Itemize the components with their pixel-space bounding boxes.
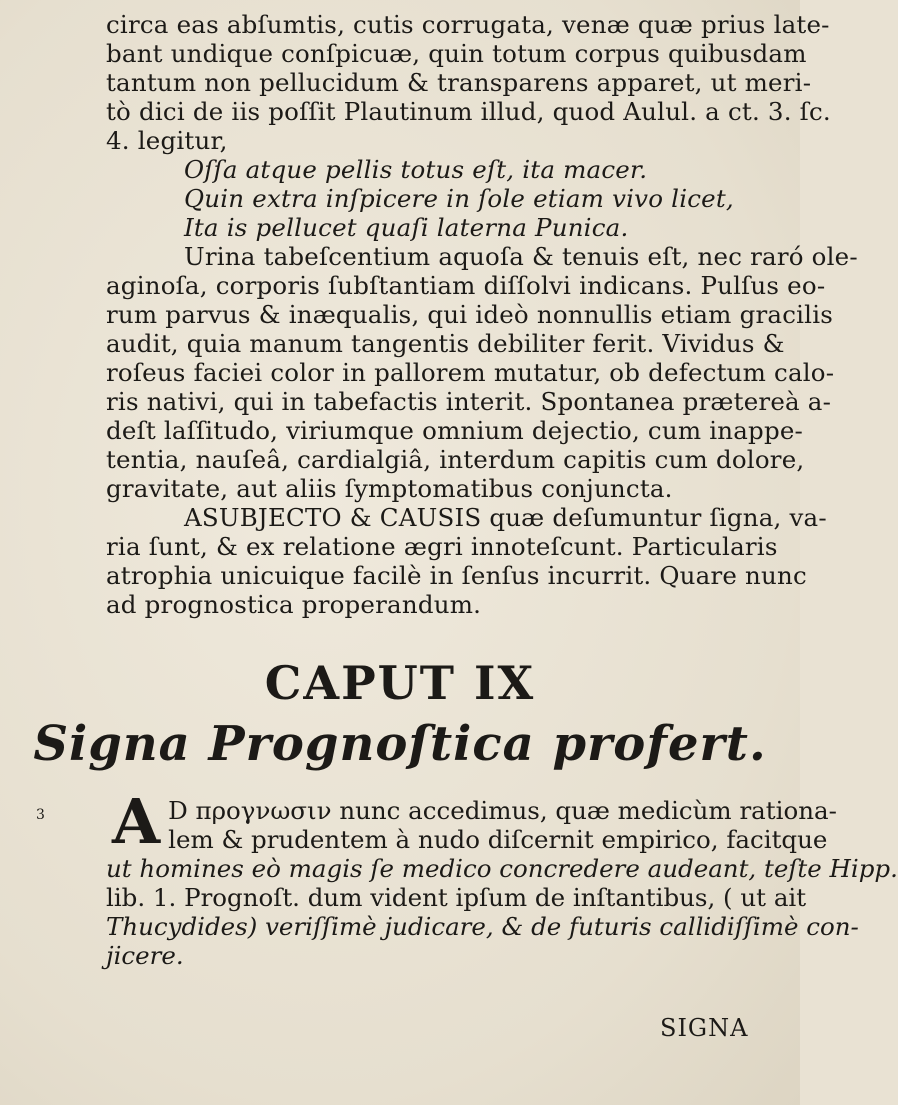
text-line: atrophia unicuique facilè in ſenſus incurrit. Quare nunc xyxy=(106,561,807,590)
text-line: tentia, nauſeâ, cardialgiâ, interdum capitis cum dolore, xyxy=(106,445,805,474)
text-line: roſeus faciei color in pallorem mutatur, ob defectum calo- xyxy=(106,358,835,387)
text-line: aginoſa, corporis ſubſtantiam diſſolvi indicans. Pulſus eo- xyxy=(106,271,826,300)
chapter-paragraph xyxy=(106,785,898,970)
text-line: ut homines eò magis ſe medico concredere audeant, teſte Hipp. xyxy=(106,854,898,883)
text-line: tò dici de iis poſſit Plautinum illud, quod Aulul. a ct. 3. ſc. xyxy=(106,97,831,126)
text-line: tantum non pellucidum & transparens apparet, ut meri- xyxy=(106,68,812,97)
verse-line: Quin extra inſpicere in ſole etiam vivo licet, xyxy=(184,184,734,213)
text-line: ris nativi, qui in tabefactis interit. Spontanea prætereà a- xyxy=(106,387,832,416)
verse-line: Ita is pellucet quaſi laterna Punica. xyxy=(184,213,629,242)
text-line: Urina tabeſcentium aquoſa & tenuis eſt, nec raró ole- xyxy=(184,242,858,271)
text-line: ASUBJECTO & CAUSIS quæ deſumuntur ſigna, va- xyxy=(184,503,827,532)
text-line: audit, quia manum tangentis debiliter ferit. Vividus & xyxy=(106,329,785,358)
text-line: 4. legitur, xyxy=(106,126,228,155)
text-line: gravitate, aut aliis ſymptomatibus conjuncta. xyxy=(106,474,673,503)
text-line: ria ſunt, & ex relatione ægri innoteſcunt. Particularis xyxy=(106,532,778,561)
text-line: D προγνωσιν nunc accedimus, quæ medicùm rationa- xyxy=(168,796,837,825)
text-line: ad prognostica properandum. xyxy=(106,590,482,619)
text-line: circa eas abſumtis, cutis corrugata, venæ quæ prius late- xyxy=(106,10,830,39)
text-line: Thucydides) veriſſimè judicare, & de futuris callidiſſimè con- xyxy=(106,912,859,941)
margin-mark: 3 xyxy=(36,807,45,823)
verse-line: Oſſa atque pellis totus eſt, ita macer. xyxy=(184,155,648,184)
text-line: deſt laſſitudo, viriumque omnium dejectio, cum inappe- xyxy=(106,416,804,445)
text-line: rum parvus & inæqualis, qui ideò nonnullis etiam gracilis xyxy=(106,300,834,329)
catchword: SIGNA xyxy=(660,1014,749,1042)
text-line: bant undique conſpicuæ, quin totum corpus quibusdam xyxy=(106,39,807,68)
text-line: jicere. xyxy=(106,941,184,970)
chapter-heading: CAPUT IX xyxy=(264,656,536,710)
chapter-subheading: Signa Prognoſtica profert. xyxy=(33,716,767,772)
text-line: lem & prudentem à nudo diſcernit empirico, facitque xyxy=(168,825,828,854)
text-line: lib. 1. Prognoſt. dum vident ipſum de inſtantibus, ( ut ait xyxy=(106,883,807,912)
drop-cap: A xyxy=(112,785,161,858)
main-text xyxy=(106,10,858,619)
